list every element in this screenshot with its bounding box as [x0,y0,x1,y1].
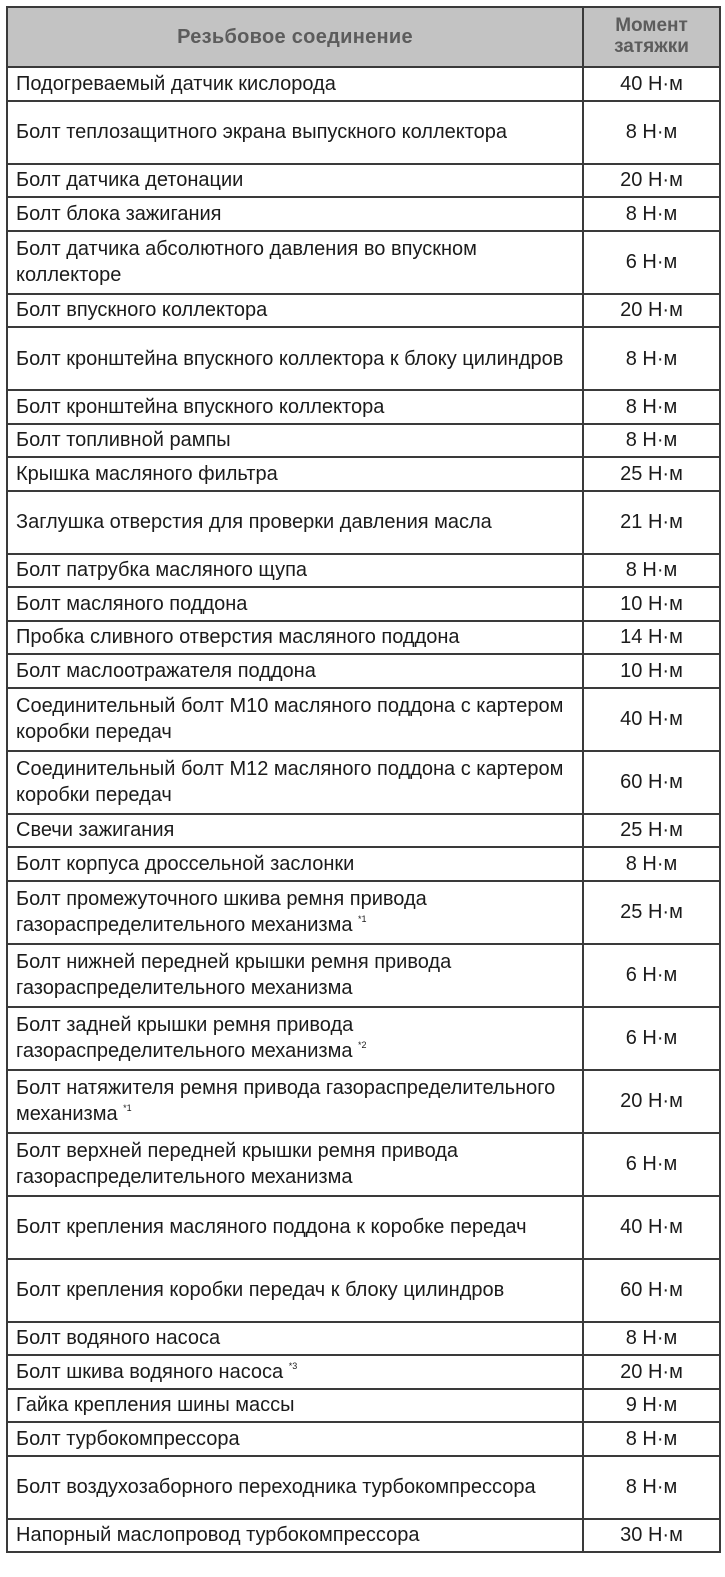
table-row [7,1389,720,1423]
torque-value: 8 Н·м [583,1456,720,1519]
connection-cell [7,457,583,491]
torque-value: 21 Н·м [583,491,720,554]
connection-cell [7,688,583,751]
connection-text: Болт топливной рампы [16,429,231,452]
table-row [7,390,720,424]
table-row [7,1322,720,1356]
connection-cell [7,1355,583,1389]
connection-text: Болт промежуточного шкива ремня привода газораспределительного механизма [16,888,427,936]
table-row [7,814,720,848]
torque-value: 8 Н·м [583,1322,720,1356]
connection-text: Болт водяного насоса [16,1327,221,1350]
table-row [7,1259,720,1322]
torque-table [6,6,721,1553]
connection-text: Болт маслоотражателя поддона [16,659,316,682]
connection-cell [7,751,583,814]
connection-text: Заглушка отверстия для проверки давления масла [16,511,492,533]
table-row [7,654,720,688]
connection-text: Болт натяжителя ремня привода газораспределительного механизма [16,1077,556,1125]
torque-value: 8 Н·м [583,101,720,164]
torque-value: 20 Н·м [583,294,720,328]
torque-value: 8 Н·м [583,327,720,390]
connection-text: Болт теплозащитного экрана выпускного коллектора [16,121,508,143]
connection-cell [7,67,583,101]
table-row [7,1007,720,1070]
torque-value: 8 Н·м [583,847,720,881]
connection-cell [7,294,583,328]
table-row [7,1422,720,1456]
table-row [7,751,720,814]
connection-text: Болт воздухозаборного переходника турбокомпрессора [16,1476,536,1498]
connection-cell [7,1007,583,1070]
connection-text: Болт корпуса дроссельной заслонки [16,852,355,875]
connection-text: Болт датчика детонации [16,169,244,192]
connection-text: Крышка масляного фильтра [16,462,278,485]
table-row [7,587,720,621]
table-row [7,294,720,328]
connection-text: Соединительный болт М12 масляного поддона с картером коробки передач [16,758,564,806]
torque-value: 60 Н·м [583,1259,720,1322]
footnote-mark: *2 [358,1040,367,1050]
connection-text: Свечи зажигания [16,819,175,842]
torque-value: 40 Н·м [583,688,720,751]
header-torque-line2: затяжки [614,36,689,57]
connection-cell [7,1456,583,1519]
torque-value: 6 Н·м [583,944,720,1007]
connection-text: Болт крепления коробки передач к блоку цилиндров [16,1279,505,1301]
connection-text: Болт кронштейна впускного коллектора [16,395,385,418]
connection-text: Соединительный болт М10 масляного поддона с картером коробки передач [16,695,564,743]
table-row [7,688,720,751]
table-header-row [7,7,720,67]
footnote-mark: *1 [123,1103,132,1113]
connection-cell [7,554,583,588]
connection-text: Подогреваемый датчик кислорода [16,72,336,95]
table-row [7,1070,720,1133]
connection-text: Болт крепления масляного поддона к коробке передач [16,1216,527,1238]
table-row [7,1196,720,1259]
connection-cell [7,327,583,390]
torque-value: 40 Н·м [583,67,720,101]
connection-text: Болт шкива водяного насоса [16,1360,284,1383]
torque-value: 10 Н·м [583,654,720,688]
connection-cell [7,1389,583,1423]
table-row [7,1456,720,1519]
connection-cell [7,101,583,164]
table-row [7,621,720,655]
torque-value: 8 Н·м [583,390,720,424]
connection-text: Пробка сливного отверстия масляного поддона [16,626,460,649]
connection-cell [7,1196,583,1259]
connection-cell [7,944,583,1007]
header-torque-line1: Момент [615,15,688,37]
connection-text: Болт впускного коллектора [16,299,268,322]
torque-value: 25 Н·м [583,457,720,491]
torque-value: 9 Н·м [583,1389,720,1423]
connection-text: Гайка крепления шины массы [16,1394,295,1417]
connection-text: Болт кронштейна впускного коллектора к блоку цилиндров [16,347,564,370]
connection-text: Болт патрубка масляного щупа [16,559,308,582]
table-row [7,554,720,588]
table-row [7,881,720,944]
table-row [7,424,720,458]
connection-text: Напорный маслопровод турбокомпрессора [16,1524,420,1547]
torque-value: 20 Н·м [583,1355,720,1389]
table-row [7,847,720,881]
header-threaded-connection: Резьбовое соединение [7,7,583,67]
torque-value: 6 Н·м [583,1007,720,1070]
connection-cell [7,654,583,688]
connection-cell [7,1422,583,1456]
connection-cell [7,1133,583,1196]
connection-text: Болт датчика абсолютного давления во впускном коллекторе [16,238,477,286]
table-row [7,164,720,198]
connection-cell [7,847,583,881]
connection-cell [7,587,583,621]
connection-text: Болт верхней передней крышки ремня привода газораспределительного механизма [16,1140,459,1188]
connection-text: Болт блока зажигания [16,202,222,225]
connection-text: Болт турбокомпрессора [16,1427,240,1450]
torque-value: 8 Н·м [583,197,720,231]
connection-cell [7,1070,583,1133]
torque-value: 8 Н·м [583,554,720,588]
connection-cell [7,621,583,655]
table-row [7,197,720,231]
connection-cell [7,1519,583,1553]
table-row [7,101,720,164]
torque-value: 6 Н·м [583,1133,720,1196]
connection-cell [7,424,583,458]
torque-value: 25 Н·м [583,814,720,848]
table-row [7,1133,720,1196]
table-row [7,944,720,1007]
table-row [7,1519,720,1553]
connection-cell [7,164,583,198]
torque-value: 14 Н·м [583,621,720,655]
table-row [7,67,720,101]
connection-cell [7,390,583,424]
torque-table-container [6,6,719,1553]
table-row [7,491,720,554]
torque-value: 60 Н·м [583,751,720,814]
footnote-mark: *3 [288,1360,298,1371]
torque-value: 20 Н·м [583,1070,720,1133]
connection-cell [7,1259,583,1322]
connection-text: Болт масляного поддона [16,592,248,615]
connection-text: Болт нижней передней крышки ремня привода газораспределительного механизма [16,951,452,999]
torque-value: 8 Н·м [583,424,720,458]
torque-value: 20 Н·м [583,164,720,198]
connection-cell [7,1322,583,1356]
table-row [7,1355,720,1389]
torque-value: 8 Н·м [583,1422,720,1456]
connection-cell [7,814,583,848]
header-torque [583,7,720,67]
torque-value: 40 Н·м [583,1196,720,1259]
table-row [7,231,720,294]
table-row [7,327,720,390]
connection-cell [7,197,583,231]
torque-value: 6 Н·м [583,231,720,294]
torque-value: 30 Н·м [583,1519,720,1553]
torque-value: 25 Н·м [583,881,720,944]
connection-cell [7,491,583,554]
connection-text: Болт задней крышки ремня привода газораспределительного механизма [16,1014,354,1062]
table-row [7,457,720,491]
footnote-mark: *1 [358,914,367,924]
torque-value: 10 Н·м [583,587,720,621]
connection-cell [7,231,583,294]
connection-cell [7,881,583,944]
